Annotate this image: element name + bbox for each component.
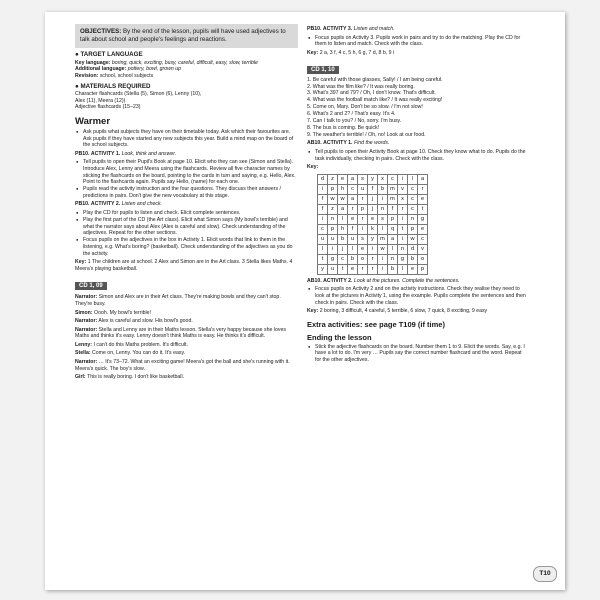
transcript-item: 5. Come on, Mary. Don't be so slow. / I'm not slow! bbox=[307, 104, 423, 111]
wordsearch-cell: s bbox=[358, 234, 368, 244]
wordsearch-row bbox=[318, 194, 428, 204]
wordsearch-cell: z bbox=[328, 174, 338, 184]
wordsearch-row bbox=[318, 244, 428, 254]
wordsearch-cell: t bbox=[398, 224, 408, 234]
wordsearch-grid bbox=[317, 174, 428, 275]
wordsearch-cell: f bbox=[318, 194, 328, 204]
wordsearch-cell: i bbox=[328, 244, 338, 254]
wordsearch-cell: c bbox=[318, 224, 328, 234]
wordsearch-cell: f bbox=[348, 224, 358, 234]
objectives-text: By the end of the lesson, pupils will have used adjectives to talk about school and people's feelings and reactions. bbox=[80, 28, 286, 43]
transcript-line: I can't do this Maths problem. It's difficult. bbox=[93, 341, 188, 348]
wordsearch-cell: r bbox=[368, 254, 378, 264]
ab10-activity1-heading: AB10. ACTIVITY 1. Find the words. bbox=[307, 140, 390, 147]
wordsearch-cell: u bbox=[358, 184, 368, 194]
wordsearch-cell: c bbox=[408, 194, 418, 204]
wordsearch-cell: p bbox=[358, 204, 368, 214]
wordsearch-row bbox=[318, 184, 428, 194]
materials-line: Alex (11), Meera (12)) bbox=[75, 97, 126, 104]
objectives-label: OBJECTIVES: bbox=[80, 28, 122, 35]
wordsearch-cell: l bbox=[318, 244, 328, 254]
wordsearch-cell: z bbox=[328, 204, 338, 214]
wordsearch-cell: i bbox=[398, 234, 408, 244]
left-column bbox=[75, 24, 298, 383]
activity3-bullet: ● Focus pupils on Activity 3. Pupils work in pairs and try to do the matching. Play the CD for them to listen and match. Check with the class. bbox=[315, 35, 529, 48]
wordsearch-cell: b bbox=[388, 264, 398, 274]
ab-activity2-bullet: ● Focus pupils on Activity 2 and on the activity instructions. Check they realise they need to look at the pictures in Activity 1, using the example. Pupils complete the sentences and then check in pairs. Check with the class. bbox=[315, 286, 529, 306]
wordsearch-cell: o bbox=[358, 254, 368, 264]
ab-activity2-key: Key: 2 boring, 3 difficult, 4 careful, 5 terrible, 6 slow, 7 quick, 8 exciting, 9 easy bbox=[307, 308, 488, 315]
revision-text: school, school subjects bbox=[99, 72, 154, 79]
ab-activity1-bullet: ● Tell pupils to open their Activity Book at page 10. Check they know what to do. Pupils do the task individually, checking in pairs. Check with the class. bbox=[315, 149, 529, 162]
wordsearch-cell: g bbox=[418, 214, 428, 224]
wordsearch-cell: d bbox=[318, 174, 328, 184]
warmer-bullet: ● Ask pupils what subjects they have on their timetable today. Ask which their favourites are. Ask pupils if they have started any new subjects this year. Build a mind map on the board of the school subjects. bbox=[83, 129, 298, 149]
wordsearch-cell: p bbox=[328, 184, 338, 194]
wordsearch-cell: j bbox=[368, 204, 378, 214]
wordsearch-cell: l bbox=[338, 214, 348, 224]
wordsearch-cell: u bbox=[328, 234, 338, 244]
speaker: Lenny: bbox=[75, 341, 93, 348]
transcript-item: 1. Be careful with those glasses, Sally! / I am being careful. bbox=[307, 76, 443, 83]
wordsearch-cell: s bbox=[358, 174, 368, 184]
additional-language-label: Additional language: bbox=[75, 66, 127, 73]
transcript-line: Stella and Lenny are in their Maths lesson. Stella's very happy because she loves Maths and thinks it's easy. Lenny doesn't think Maths is easy. He thinks it's difficult. bbox=[75, 326, 286, 340]
wordsearch-cell: i bbox=[378, 254, 388, 264]
wordsearch-cell: n bbox=[328, 214, 338, 224]
wordsearch-cell: l bbox=[388, 244, 398, 254]
wordsearch-cell: m bbox=[388, 184, 398, 194]
wordsearch-cell: c bbox=[388, 174, 398, 184]
wordsearch-cell: p bbox=[418, 264, 428, 274]
transcript-item: 4. What was the football match like? / It was really exciting! bbox=[307, 97, 443, 104]
materials-line: Adjective flashcards (15–23) bbox=[75, 104, 141, 111]
target-language-section bbox=[75, 52, 298, 79]
wordsearch-cell: r bbox=[358, 264, 368, 274]
wordsearch-cell: l bbox=[378, 224, 388, 234]
wordsearch-cell: w bbox=[338, 194, 348, 204]
wordsearch-cell: h bbox=[338, 184, 348, 194]
wordsearch-cell: a bbox=[348, 174, 358, 184]
wordsearch-cell: b bbox=[378, 184, 388, 194]
wordsearch-cell: j bbox=[368, 194, 378, 204]
page bbox=[45, 12, 565, 590]
activity2-key: Key: 1 The children are at school. 2 Alex and Simon are in the Art class. 3 Stella likes Maths. 4 Meera's playing basketball. bbox=[75, 259, 293, 272]
wordsearch-cell: i bbox=[318, 214, 328, 224]
wordsearch-cell: n bbox=[388, 254, 398, 264]
wordsearch-cell: i bbox=[318, 184, 328, 194]
materials-line: Character flashcards (Stella (5), Simon (6), Lenny (10), bbox=[75, 91, 202, 98]
wordsearch-cell: c bbox=[408, 184, 418, 194]
wordsearch-cell: r bbox=[398, 204, 408, 214]
wordsearch-cell: g bbox=[328, 254, 338, 264]
pb10-activity3-heading: PB10. ACTIVITY 3. Listen and match. bbox=[307, 26, 395, 32]
wordsearch-cell: e bbox=[348, 214, 358, 224]
wordsearch-cell: i bbox=[378, 194, 388, 204]
speaker: Narrator: bbox=[75, 359, 98, 366]
revision-label: Revision: bbox=[75, 72, 99, 79]
wordsearch-cell: w bbox=[378, 244, 388, 254]
cd10-transcript bbox=[307, 77, 529, 139]
wordsearch-cell: l bbox=[398, 264, 408, 274]
warmer-heading: Warmer bbox=[75, 115, 111, 127]
speaker: Stella: bbox=[75, 350, 91, 357]
wordsearch-cell: n bbox=[398, 244, 408, 254]
wordsearch-cell: y bbox=[368, 234, 378, 244]
speaker: Narrator: bbox=[75, 318, 98, 325]
activity2-bullet: ● Play the CD for pupils to listen and check. Elicit complete sentences. bbox=[83, 210, 298, 217]
wordsearch-cell: e bbox=[408, 264, 418, 274]
wordsearch-row bbox=[318, 264, 428, 274]
transcript-line: Alex is careful and slow. His bowl's good. bbox=[98, 318, 193, 325]
wordsearch-cell: u bbox=[318, 234, 328, 244]
wordsearch-cell: b bbox=[338, 234, 348, 244]
wordsearch-cell: r bbox=[418, 184, 428, 194]
wordsearch-cell: b bbox=[348, 254, 358, 264]
activity2-bullet: ● Play the first part of the CD (the Art class). Elicit what Simon says (My bowl's terrible) and what the narrator says about Alex (Alex is careful and slow). Check understanding of the adjectives. Repeat for the other sections. bbox=[83, 217, 298, 237]
materials-title: ● MATERIALS REQUIRED bbox=[75, 82, 151, 90]
speaker: Narrator: bbox=[75, 326, 98, 333]
materials-section bbox=[75, 84, 298, 111]
right-column bbox=[307, 24, 529, 364]
activity2-bullet: ● Focus pupils on the adjectives in the box in Activity 1. Elicit words that link to them in the listening, e.g. What's boring? (basketball). Check understanding of the adjectives as you do the activity. bbox=[83, 237, 298, 257]
transcript-line: Oooh. My bowl's terrible! bbox=[94, 309, 151, 316]
wordsearch-cell: k bbox=[368, 224, 378, 234]
wordsearch-cell: r bbox=[368, 264, 378, 274]
wordsearch-cell: f bbox=[388, 204, 398, 214]
transcript-item: 3. What's 397 and 79? / Oh, I don't know. That's difficult. bbox=[307, 90, 436, 97]
wordsearch-row bbox=[318, 214, 428, 224]
wordsearch-cell: u bbox=[348, 234, 358, 244]
wordsearch-cell: e bbox=[418, 224, 428, 234]
transcript-line: This is really boring. I don't like basketball. bbox=[87, 374, 185, 381]
transcript-item: 2. What was the film like? / It was really boring. bbox=[307, 83, 415, 90]
wordsearch-cell: e bbox=[358, 244, 368, 254]
wordsearch-row bbox=[318, 174, 428, 184]
wordsearch-cell: i bbox=[398, 214, 408, 224]
wordsearch-key-label: Key: bbox=[307, 164, 319, 171]
transcript-line: … It's 73–72. What an exciting game! Meera's got the ball and she's running with it. Meera's quick. The boy's slow. bbox=[75, 359, 290, 372]
activity1-bullet: ● Pupils read the activity instruction and the four questions. They discuss their answers / predictions in pairs. Don't give the new vocabulary at this stage. bbox=[83, 186, 298, 199]
transcript bbox=[75, 294, 298, 381]
transcript-item: 8. The bus is coming. Be quick! bbox=[307, 124, 379, 131]
wordsearch-cell: x bbox=[378, 174, 388, 184]
ab10-activity2-heading: AB10. ACTIVITY 2. Look at the pictures. Complete the sentences. bbox=[307, 277, 460, 284]
speaker: Simon: bbox=[75, 309, 93, 316]
wordsearch-cell: n bbox=[378, 204, 388, 214]
wordsearch-cell: r bbox=[358, 214, 368, 224]
wordsearch-cell: c bbox=[408, 204, 418, 214]
wordsearch-cell: r bbox=[358, 194, 368, 204]
transcript-line: Come on, Lenny. You can do it. It's easy. bbox=[92, 350, 186, 357]
wordsearch-cell: t bbox=[338, 264, 348, 274]
speaker: Girl: bbox=[75, 374, 86, 381]
target-language-title: ● TARGET LANGUAGE bbox=[75, 51, 143, 59]
transcript-line: Simon and Alex are in their Art class. They're making bowls and they can't stop. They're busy. bbox=[75, 294, 281, 307]
ending-heading: Ending the lesson bbox=[307, 332, 372, 342]
wordsearch-cell: i bbox=[398, 174, 408, 184]
wordsearch-cell: e bbox=[368, 214, 378, 224]
wordsearch-cell: l bbox=[408, 174, 418, 184]
key-language-text: boring, quick, exciting, busy, careful, difficult, easy, slow, terrible bbox=[111, 59, 258, 66]
wordsearch-cell: f bbox=[368, 184, 378, 194]
wordsearch-cell: d bbox=[408, 244, 418, 254]
wordsearch-cell: e bbox=[348, 264, 358, 274]
wordsearch-cell: e bbox=[418, 194, 428, 204]
transcript-item: 6. What's 2 and 2? / That's easy. It's 4. bbox=[307, 111, 396, 118]
wordsearch-cell: p bbox=[328, 224, 338, 234]
speaker: Narrator: bbox=[75, 294, 98, 301]
wordsearch-cell: l bbox=[348, 244, 358, 254]
wordsearch-cell: c bbox=[418, 234, 428, 244]
wordsearch-cell: y bbox=[368, 174, 378, 184]
wordsearch-cell: c bbox=[348, 184, 358, 194]
wordsearch-cell: p bbox=[408, 224, 418, 234]
wordsearch-row bbox=[318, 254, 428, 264]
key-language-label: Key language: bbox=[75, 59, 111, 66]
pb10-activity1-heading: PB10. ACTIVITY 1. Look, think and answer. bbox=[75, 150, 177, 157]
extra-activities-heading: Extra activities: see page T109 (if time) bbox=[307, 319, 445, 329]
wordsearch-cell: i bbox=[358, 224, 368, 234]
page-number: T10 bbox=[533, 566, 557, 582]
wordsearch-row bbox=[318, 204, 428, 214]
wordsearch-cell: i bbox=[378, 264, 388, 274]
transcript-item: 9. The weather's terrible! / Oh, no! Look at our food. bbox=[307, 131, 426, 138]
wordsearch-cell: a bbox=[418, 174, 428, 184]
transcript-item: 7. Can I talk to you? / No, sorry. I'm busy. bbox=[307, 118, 402, 125]
pb10-activity2-heading: PB10. ACTIVITY 2. Listen and check. bbox=[75, 201, 163, 208]
wordsearch-cell: m bbox=[378, 234, 388, 244]
wordsearch-cell: w bbox=[408, 234, 418, 244]
wordsearch-cell: a bbox=[338, 204, 348, 214]
wordsearch-cell: p bbox=[388, 214, 398, 224]
wordsearch-cell: e bbox=[338, 174, 348, 184]
wordsearch-cell: w bbox=[328, 194, 338, 204]
cd-track-badge: CD 1, 10 bbox=[307, 66, 339, 74]
wordsearch-cell: g bbox=[398, 254, 408, 264]
objectives-box bbox=[75, 24, 298, 48]
activity3-key: Key: 2 a, 3 f, 4 c, 5 h, 6 g, 7 d, 8 b, 9 i bbox=[307, 49, 395, 56]
wordsearch-cell: a bbox=[388, 234, 398, 244]
cd-track-badge: CD 1, 09 bbox=[75, 282, 107, 290]
activity1-bullet: ● Tell pupils to open their Pupil's Book at page 10. Elicit who they can see (Simon and Stella). Introduce Alex, Lenny and Meera using the flashcards. Review all five character names by sticking the flashcards on the board, pointing to the cards in turn and saying, e.g. Hello, Alex. Point to the flashcards again. Pupils say Hello, (name) for each one. bbox=[83, 159, 298, 185]
wordsearch-cell: o bbox=[418, 254, 428, 264]
wordsearch-row bbox=[318, 224, 428, 234]
wordsearch-cell: s bbox=[378, 214, 388, 224]
wordsearch-cell: r bbox=[348, 204, 358, 214]
wordsearch-cell: f bbox=[318, 204, 328, 214]
wordsearch-cell: c bbox=[338, 254, 348, 264]
additional-language-text: pottery, bowl, grown up bbox=[127, 66, 182, 73]
wordsearch-cell: m bbox=[388, 194, 398, 204]
wordsearch-cell: n bbox=[408, 214, 418, 224]
wordsearch-cell: t bbox=[418, 204, 428, 214]
wordsearch-cell: y bbox=[318, 264, 328, 274]
wordsearch-cell: q bbox=[388, 224, 398, 234]
wordsearch-row bbox=[318, 234, 428, 244]
wordsearch-cell: t bbox=[318, 254, 328, 264]
wordsearch-cell: b bbox=[408, 254, 418, 264]
wordsearch-cell: v bbox=[418, 244, 428, 254]
wordsearch-cell: j bbox=[338, 244, 348, 254]
wordsearch-cell: x bbox=[398, 194, 408, 204]
wordsearch-cell: v bbox=[398, 184, 408, 194]
ending-bullet: ● Stick the adjective flashcards on the board. Number them 1 to 9. Elicit the words. Say, e.g. I have a lot to do. I'm very … Pupils say the correct number flashcard and the word. Repeat for the other adjectives. bbox=[315, 344, 529, 364]
wordsearch-cell: i bbox=[368, 244, 378, 254]
wordsearch-cell: a bbox=[348, 194, 358, 204]
wordsearch-cell: h bbox=[338, 224, 348, 234]
wordsearch-cell: u bbox=[328, 264, 338, 274]
